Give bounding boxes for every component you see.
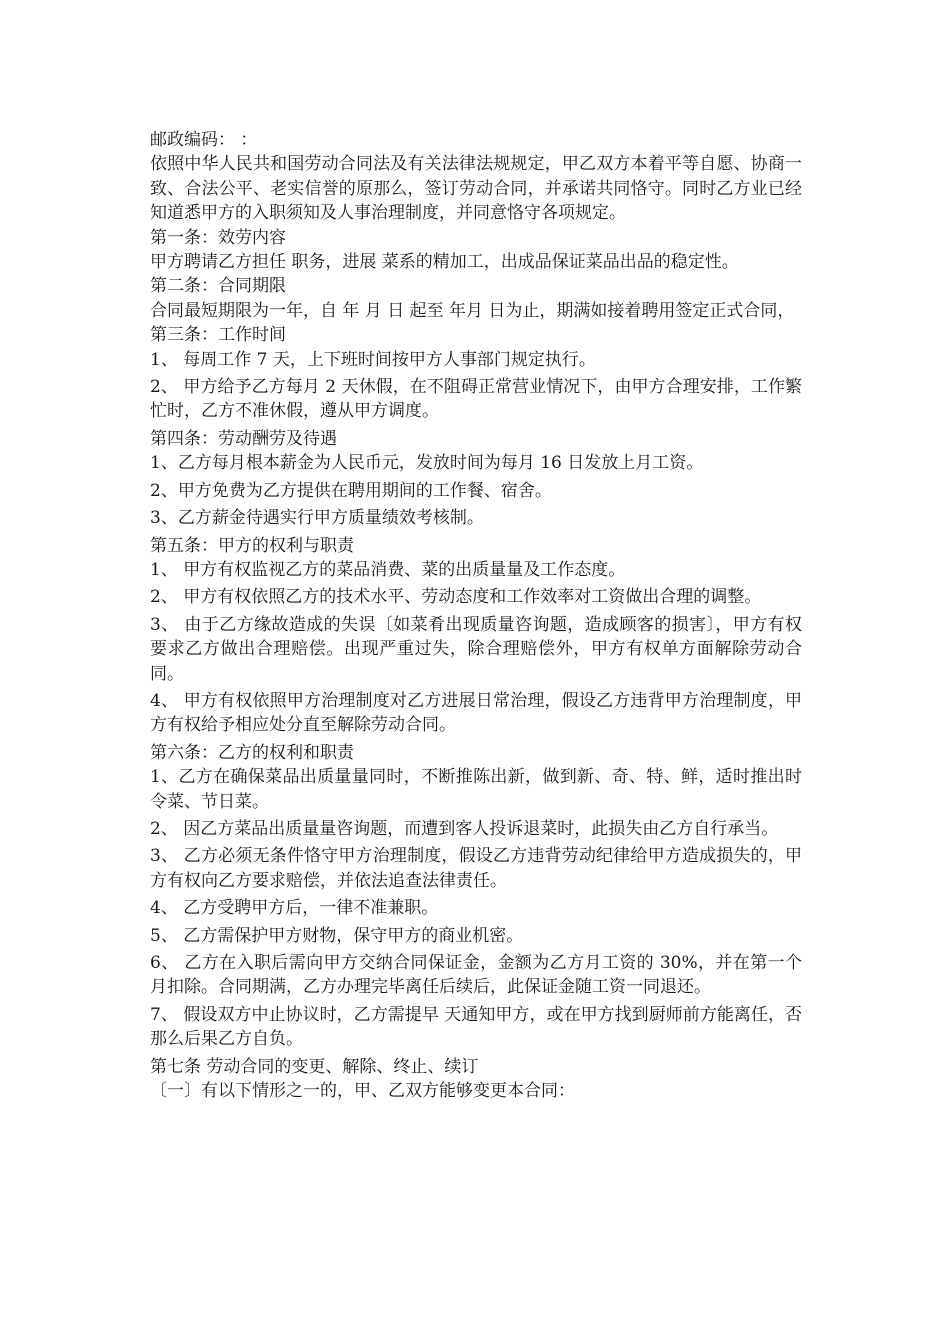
article-6-item-3: 3、 乙方必须无条件恪守甲方治理制度，假设乙方违背劳动纪律给甲方造成损失的，甲方有权向乙方要求赔偿，并依法追查法律责任。: [150, 846, 802, 891]
article-3-item-2: 2、 甲方给予乙方每月 2 天休假，在不阻碍正常营业情况下，由甲方合理安排，工作繁忙时，乙方不准休假，遵从甲方调度。: [150, 377, 802, 422]
article-6-item-4: 4、 乙方受聘甲方后，一律不准兼职。: [150, 898, 439, 919]
article-5-item-1: 1、 甲方有权监视乙方的菜品消费、菜的出质量量及工作态度。: [150, 559, 626, 580]
article-6-heading: 第六条：乙方的权利和职责: [150, 742, 354, 763]
article-5-heading: 第五条：甲方的权利与职责: [150, 535, 354, 556]
article-5-item-2: 2、 甲方有权依照乙方的技术水平、劳动态度和工作效率对工资做出合理的调整。: [150, 587, 762, 608]
article-1-body: 甲方聘请乙方担任 职务，进展 菜系的精加工，出成品保证菜品出品的稳定性。: [150, 252, 739, 273]
article-4-item-1: 1、乙方每月根本薪金为人民币元，发放时间为每月 16 日发放上月工资。: [150, 453, 704, 474]
article-4-heading: 第四条：劳动酬劳及待遇: [150, 428, 337, 449]
article-7-subsection-1: 〔一〕有以下情形之一的，甲、乙双方能够变更本合同：: [150, 1081, 575, 1102]
article-2-body: 合同最短期限为一年，自 年 月 日 起至 年月 日为止，期满如接着聘用签定正式合同，: [150, 300, 795, 321]
preamble-paragraph: 依照中华人民共和国劳动合同法及有关法律法规规定，甲乙双方本着平等自愿、协商一致、合法公平、老实信誉的原那么，签订劳动合同，并承诺共同恪守。同时乙方业已经知道悉甲方的入职须知及人事治理制度，并同意恪守各项规定。: [150, 154, 802, 224]
article-2-heading: 第二条：合同期限: [150, 276, 286, 297]
article-6-item-2: 2、 因乙方菜品出质量量咨询题，而遭到客人投诉退菜时，此损失由乙方自行承当。: [150, 818, 779, 839]
article-3-heading: 第三条：工作时间: [150, 325, 286, 346]
article-7-heading: 第七条 劳动合同的变更、解除、终止、续订: [150, 1056, 479, 1077]
postal-code-line: 邮政编码： ：: [150, 130, 258, 150]
article-6-item-6: 6、 乙方在入职后需向甲方交纳合同保证金，金额为乙方月工资的 30%，并在第一个月扣除。合同期满，乙方办理完毕离任后续后，此保证金随工资一同退还。: [150, 953, 802, 998]
article-6-item-5: 5、 乙方需保护甲方财物，保守甲方的商业机密。: [150, 925, 524, 946]
article-4-item-2: 2、甲方免费为乙方提供在聘用期间的工作餐、宿舍。: [150, 480, 552, 501]
document-page: [150, 128, 802, 1103]
article-6-item-7: 7、 假设双方中止协议时，乙方需提早 天通知甲方，或在甲方找到厨师前方能离任，否那么后果乙方自负。: [150, 1004, 802, 1050]
article-5-item-3: 3、 由于乙方缘故造成的失误〔如菜肴出现质量咨询题，造成顾客的损害〕，甲方有权要求乙方做出合理赔偿。出现严重过失，除合理赔偿外，甲方有权单方面解除劳动合同。: [150, 614, 802, 684]
article-3-item-1: 1、 每周工作 7 天，上下班时间按甲方人事部门规定执行。: [150, 349, 596, 370]
article-6-item-1: 1、乙方在确保菜品出质量量同时，不断推陈出新，做到新、奇、特、鲜，适时推出时令菜、节日菜。: [150, 767, 802, 812]
article-4-item-3: 3、乙方薪金待遇实行甲方质量绩效考核制。: [150, 508, 484, 529]
article-1-heading: 第一条：效劳内容: [150, 227, 286, 248]
article-5-item-4: 4、 甲方有权依照甲方治理制度对乙方进展日常治理，假设乙方违背甲方治理制度，甲方有权给予相应处分直至解除劳动合同。: [150, 690, 802, 736]
